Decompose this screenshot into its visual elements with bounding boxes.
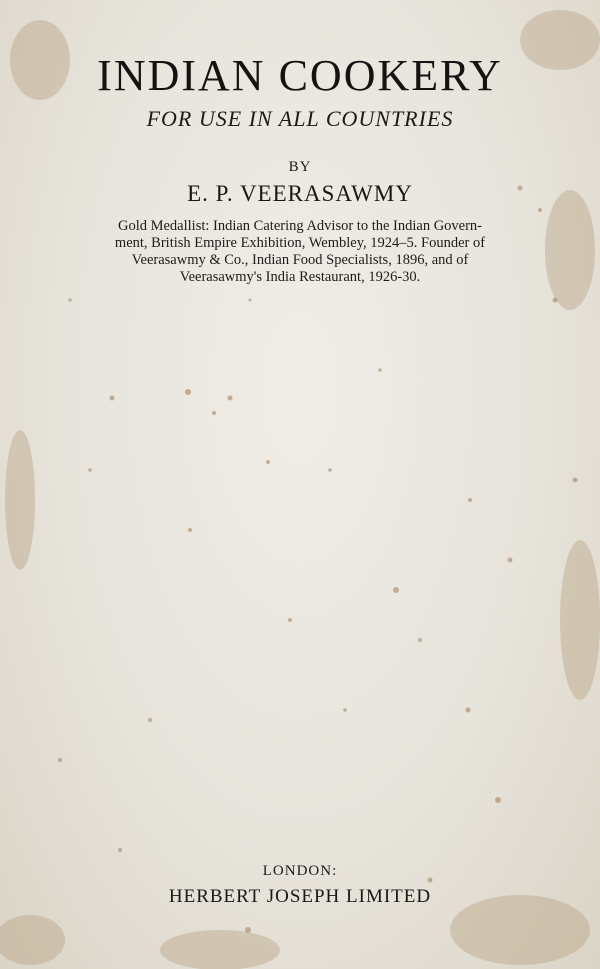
publisher-name: HERBERT JOSEPH LIMITED	[168, 886, 432, 907]
book-title: INDIAN COOKERY	[97, 51, 503, 100]
credentials-line: Gold Medallist: Indian Catering Advisor to the Indian Govern-	[117, 218, 483, 234]
credentials-line: Veerasawmy's India Restaurant, 1926-30.	[179, 269, 421, 285]
author-name: E. P. VEERASAWMY	[187, 181, 413, 206]
author-credentials	[60, 218, 540, 286]
credentials-line: ment, British Empire Exhibition, Wembley, 1924–5. Founder of	[114, 235, 486, 251]
credentials-line: Veerasawmy & Co., Indian Food Specialists, 1896, and of	[131, 252, 469, 268]
book-subtitle: FOR USE IN ALL COUNTRIES	[146, 106, 454, 131]
by-line: BY	[288, 159, 312, 175]
publication-place: LONDON:	[262, 863, 338, 879]
